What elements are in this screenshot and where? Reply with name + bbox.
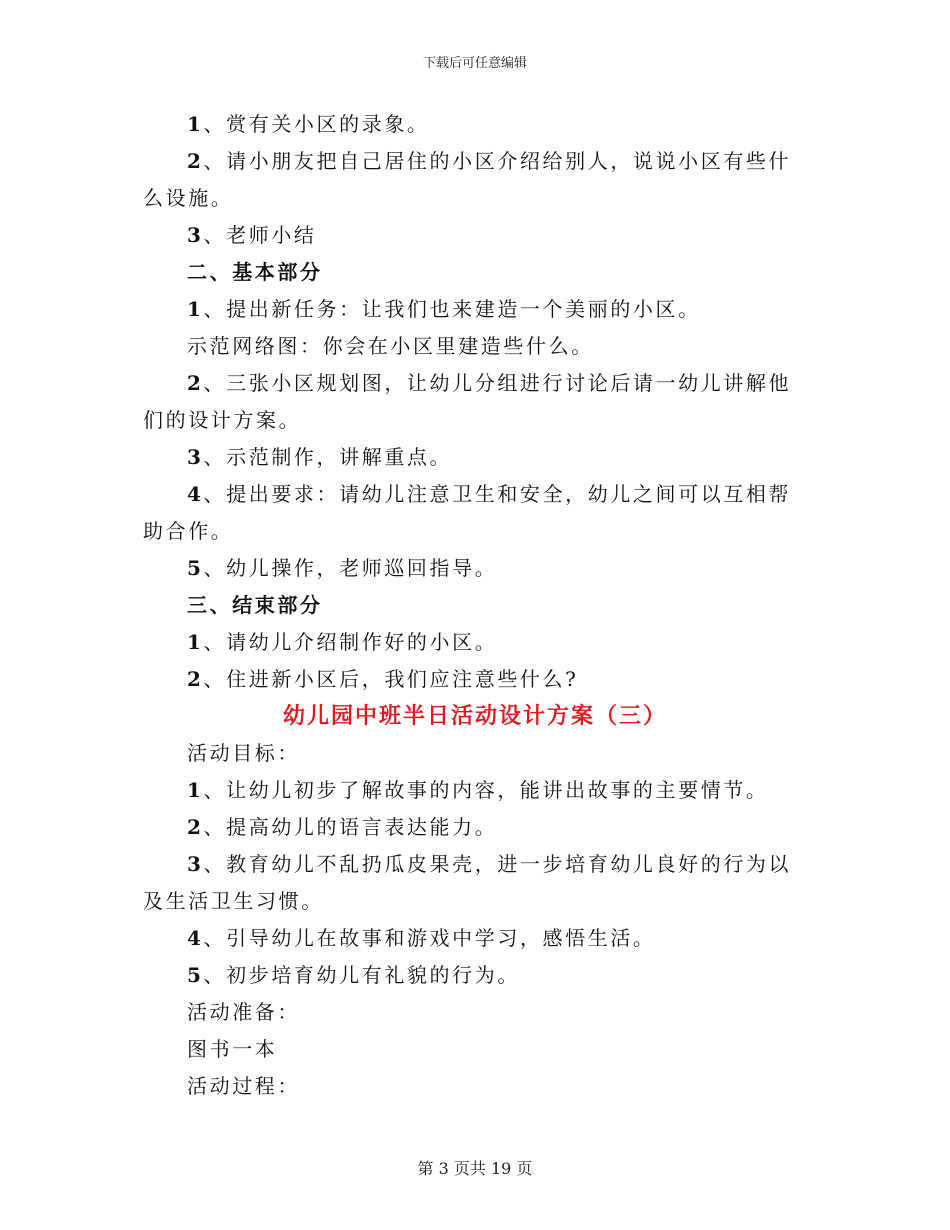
paragraph-text: 、老师小结 xyxy=(203,223,317,247)
paragraph xyxy=(143,291,807,328)
paragraph xyxy=(143,365,807,439)
page-footer: 第 3 页共 19 页 xyxy=(417,1159,533,1178)
paragraph xyxy=(143,846,807,920)
paragraph xyxy=(143,809,807,846)
paragraph-text: 、让幼儿初步了解故事的内容，能讲出故事的主要情节。 xyxy=(203,778,769,802)
paragraph xyxy=(143,550,807,587)
item-number: 2 xyxy=(187,371,204,395)
paragraph-text: 、提出新任务：让我们也来建造一个美丽的小区。 xyxy=(203,297,701,321)
paragraph-text: 、教育幼儿不乱扔瓜皮果壳，进一步培育幼儿良好的行为以及生活卫生习惯。 xyxy=(143,852,792,913)
paragraph: 活动目标： xyxy=(187,741,300,765)
paragraph: 示范网络图：你会在小区里建造些什么。 xyxy=(187,334,594,358)
paragraph-text: 、请小朋友把自己居住的小区介绍给别人，说说小区有些什么设施。 xyxy=(143,149,792,210)
paragraph xyxy=(143,143,807,217)
paragraph xyxy=(143,217,807,254)
paragraph-text: 、三张小区规划图，让幼儿分组进行讨论后请一幼儿讲解他们的设计方案。 xyxy=(143,371,792,432)
item-number: 3 xyxy=(187,223,204,247)
item-number: 4 xyxy=(187,482,204,506)
paragraph-text: 、幼儿操作，老师巡回指导。 xyxy=(203,556,498,580)
paragraph xyxy=(143,957,807,994)
paragraph: 活动过程： xyxy=(187,1074,300,1098)
item-number: 5 xyxy=(187,556,204,580)
paragraph xyxy=(143,624,807,661)
paragraph xyxy=(143,476,807,550)
paragraph xyxy=(143,661,807,698)
item-number: 3 xyxy=(187,852,204,876)
item-number: 2 xyxy=(187,815,204,839)
item-number: 3 xyxy=(187,445,204,469)
paragraph-text: 、提出要求：请幼儿注意卫生和安全，幼儿之间可以互相帮助合作。 xyxy=(143,482,792,543)
section-heading: 三、结束部分 xyxy=(187,593,323,617)
document-title: 幼儿园中班半日活动设计方案（三） xyxy=(282,703,667,729)
item-number: 1 xyxy=(187,630,204,654)
paragraph-text: 、初步培育幼儿有礼貌的行为。 xyxy=(203,963,520,987)
paragraph: 活动准备： xyxy=(187,1000,300,1024)
paragraph xyxy=(143,920,807,957)
item-number: 2 xyxy=(187,667,204,691)
paragraph-text: 、提高幼儿的语言表达能力。 xyxy=(203,815,498,839)
item-number: 1 xyxy=(187,112,204,136)
paragraph-text: 、引导幼儿在故事和游戏中学习，感悟生活。 xyxy=(203,926,656,950)
item-number: 1 xyxy=(187,297,204,321)
paragraph-text: 、住进新小区后，我们应注意些什么? xyxy=(203,667,579,691)
page-header: 下载后可任意编辑 xyxy=(422,56,527,71)
paragraph xyxy=(143,772,807,809)
document-body xyxy=(143,106,807,1105)
item-number: 5 xyxy=(187,963,204,987)
item-number: 1 xyxy=(187,778,204,802)
paragraph-text: 、示范制作，讲解重点。 xyxy=(203,445,453,469)
item-number: 4 xyxy=(187,926,204,950)
item-number: 2 xyxy=(187,149,204,173)
paragraph-text: 、赏有关小区的录象。 xyxy=(203,112,430,136)
paragraph xyxy=(143,439,807,476)
paragraph: 图书一本 xyxy=(187,1037,278,1061)
paragraph-text: 、请幼儿介绍制作好的小区。 xyxy=(203,630,498,654)
section-heading: 二、基本部分 xyxy=(187,260,323,284)
paragraph xyxy=(143,106,807,143)
